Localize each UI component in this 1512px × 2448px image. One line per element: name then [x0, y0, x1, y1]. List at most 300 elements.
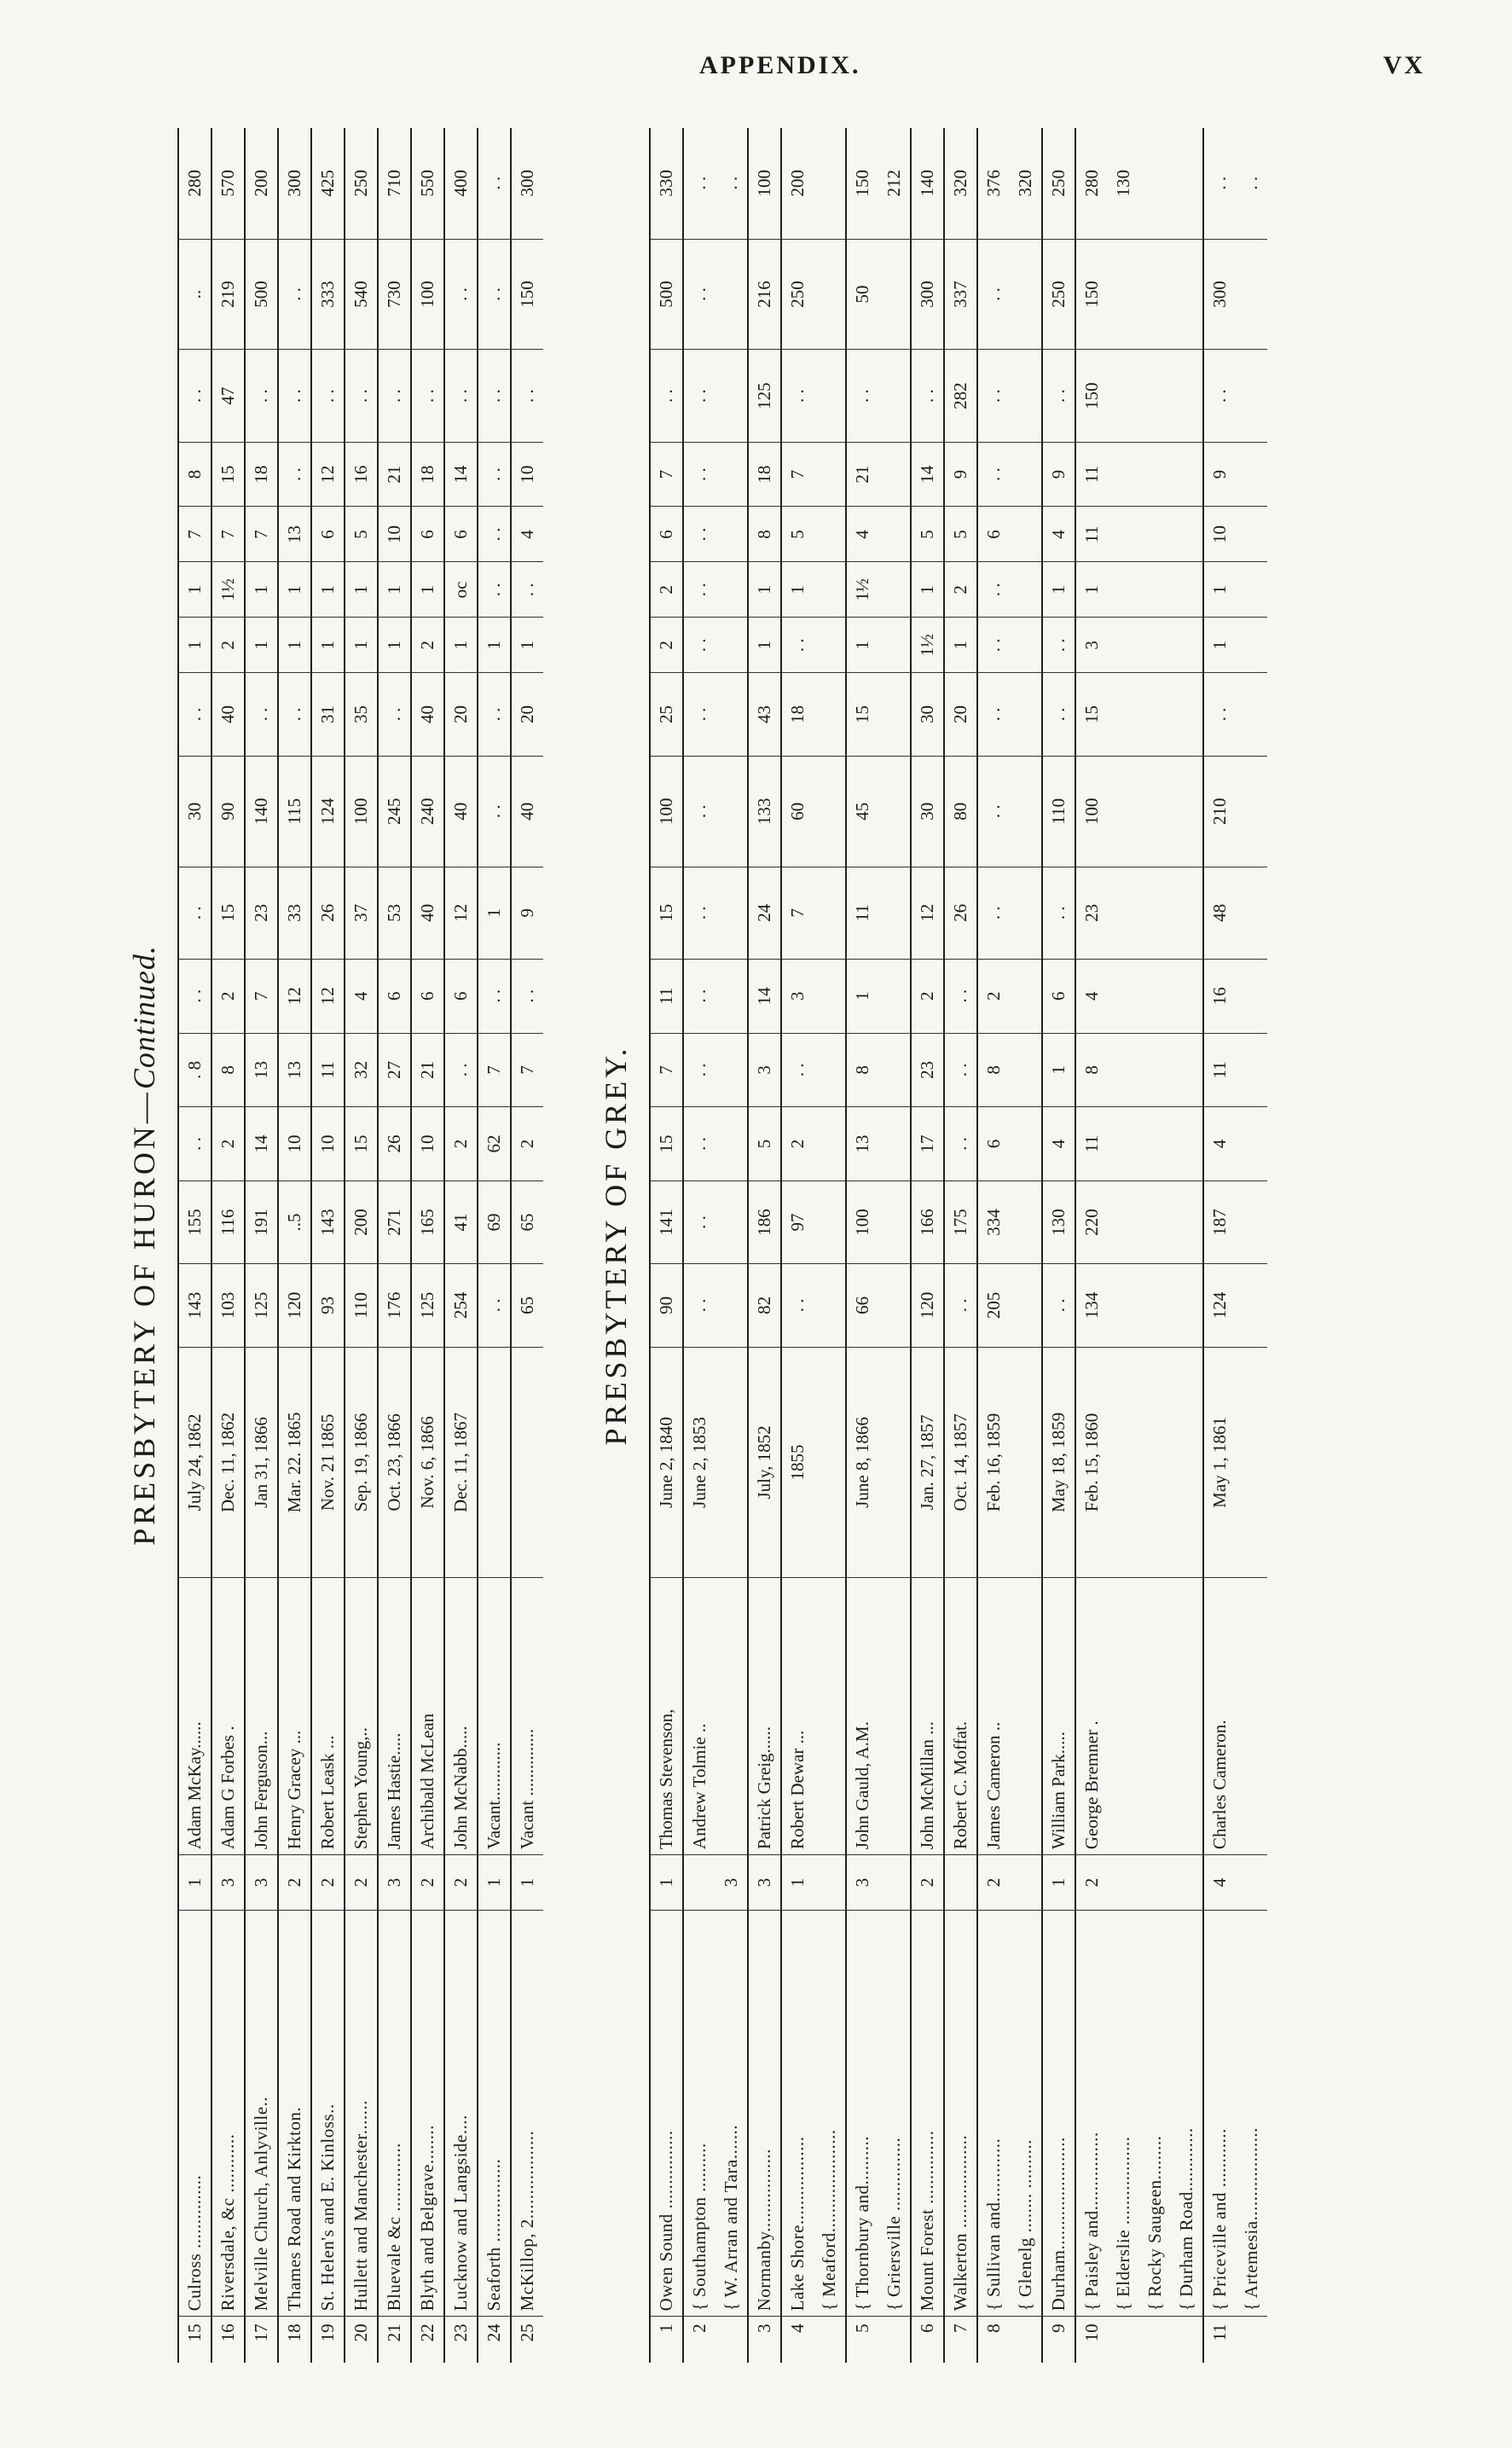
cell-n [1010, 2317, 1042, 2363]
cell-g: . . [683, 756, 715, 867]
cell-d [1108, 1033, 1139, 1107]
cell-date [1108, 1347, 1139, 1578]
cell-f: 11 [846, 867, 878, 959]
cell-n: 5 [846, 2317, 878, 2363]
cell-min: William Park..... [1042, 1578, 1075, 1855]
cell-d: . . [683, 1033, 715, 1107]
cell-h: . . [178, 673, 211, 756]
cell-m: 47 [211, 350, 245, 442]
cell-l: 7 [650, 442, 683, 507]
cell-o: 250 [1042, 128, 1075, 239]
cell-g: 240 [411, 756, 444, 867]
cell-m: . . [977, 350, 1010, 442]
cell-st: 2 [911, 1855, 944, 1911]
cell-a: 120 [278, 1264, 311, 1347]
cell-a: 134 [1075, 1264, 1108, 1347]
cell-e: 2 [977, 959, 1010, 1033]
cell-f: 26 [944, 867, 977, 959]
cell-st: 3 [748, 1855, 781, 1911]
cell-cong: Mount Forest ............... [911, 1911, 944, 2317]
cell-l [1171, 442, 1203, 507]
cell-c: 4 [1203, 1107, 1236, 1181]
cell-b: 65 [511, 1180, 543, 1263]
cell-min: Charles Cameron. [1203, 1578, 1236, 1855]
cell-n2: 250 [781, 239, 814, 350]
cell-c: 11 [1075, 1107, 1108, 1181]
cell-e: 12 [311, 959, 345, 1033]
cell-n2: 333 [311, 239, 345, 350]
cell-m: . . [311, 350, 345, 442]
cell-st: 1 [1042, 1855, 1075, 1911]
cell-cong: Riversdale, &c ............ [211, 1911, 245, 2317]
cell-cong: Durham....................... [1042, 1911, 1075, 2317]
cell-min: Robert Leask ... [311, 1578, 345, 1855]
cell-min: James Cameron .. [977, 1578, 1010, 1855]
cell-a: 143 [178, 1264, 211, 1347]
cell-j: . . [478, 562, 511, 618]
cell-e [1236, 959, 1267, 1033]
cell-f: 9 [511, 867, 543, 959]
cell-d: 1 [1042, 1033, 1075, 1107]
cell-m [878, 350, 911, 442]
cell-l [1236, 442, 1267, 507]
cell-k: 7 [245, 507, 278, 562]
cell-e: 4 [345, 959, 378, 1033]
cell-k: 5 [781, 507, 814, 562]
table-row [311, 128, 345, 2363]
cell-date: May 1, 1861 [1203, 1347, 1236, 1578]
cell-n2 [1171, 239, 1203, 350]
cell-k: 5 [944, 507, 977, 562]
cell-j: 1 [781, 562, 814, 618]
cell-l: . . [683, 442, 715, 507]
cell-k: 8 [748, 507, 781, 562]
cell-e: . . [683, 959, 715, 1033]
cell-date: Dec. 11, 1862 [211, 1347, 245, 1578]
cell-o: . . [683, 128, 715, 239]
cell-st [878, 1855, 911, 1911]
cell-c: 2 [444, 1107, 478, 1181]
cell-f [814, 867, 846, 959]
cell-date: May 18, 1859 [1042, 1347, 1075, 1578]
cell-k: 10 [378, 507, 411, 562]
cell-i: 1 [311, 618, 345, 673]
cell-h: 18 [781, 673, 814, 756]
cell-n2: 300 [1203, 239, 1236, 350]
cell-m [715, 350, 748, 442]
cell-n: 8 [977, 2317, 1010, 2363]
cell-g [1236, 756, 1267, 867]
cell-m: . . [245, 350, 278, 442]
cell-h: 40 [211, 673, 245, 756]
cell-o: 710 [378, 128, 411, 239]
cell-g [814, 756, 846, 867]
cell-h: . . [378, 673, 411, 756]
cell-j: 1 [311, 562, 345, 618]
cell-date: Nov. 21 1865 [311, 1347, 345, 1578]
cell-m: . . [278, 350, 311, 442]
cell-l [814, 442, 846, 507]
cell-h: . . [278, 673, 311, 756]
cell-o: 250 [345, 128, 378, 239]
cell-k: 6 [311, 507, 345, 562]
table-row [814, 128, 846, 2363]
cell-f: 40 [411, 867, 444, 959]
cell-min [1139, 1578, 1171, 1855]
cell-d: 3 [748, 1033, 781, 1107]
cell-b [1010, 1180, 1042, 1263]
cell-cong: { Elderslie .................. [1108, 1911, 1139, 2317]
cell-b: 100 [846, 1180, 878, 1263]
cell-min: Adam McKay...... [178, 1578, 211, 1855]
cell-min: Adam G Forbes . [211, 1578, 245, 1855]
cell-min [715, 1578, 748, 1855]
cell-j: 1 [178, 562, 211, 618]
cell-h [814, 673, 846, 756]
cell-b: 191 [245, 1180, 278, 1263]
cell-d [1236, 1033, 1267, 1107]
cell-l: 18 [245, 442, 278, 507]
cell-cong: Melville Church, Anlyville.. [245, 1911, 278, 2317]
cell-i: . . [781, 618, 814, 673]
table-row [411, 128, 444, 2363]
cell-l: . . [478, 442, 511, 507]
cell-f: 15 [650, 867, 683, 959]
table-row [245, 128, 278, 2363]
cell-e: 6 [444, 959, 478, 1033]
cell-m: 125 [748, 350, 781, 442]
cell-g [1108, 756, 1139, 867]
cell-e: 14 [748, 959, 781, 1033]
cell-h [1139, 673, 1171, 756]
table-row [1139, 128, 1171, 2363]
cell-i: 1 [378, 618, 411, 673]
cell-n2: 100 [411, 239, 444, 350]
cell-n: 22 [411, 2317, 444, 2363]
cell-date: June 8, 1866 [846, 1347, 878, 1578]
cell-date: Nov. 6, 1866 [411, 1347, 444, 1578]
cell-i: 3 [1075, 618, 1108, 673]
cell-i: 1½ [911, 618, 944, 673]
cell-d [715, 1033, 748, 1107]
cell-date: 1855 [781, 1347, 814, 1578]
cell-h [1108, 673, 1139, 756]
cell-i: . . [977, 618, 1010, 673]
cell-i [1139, 618, 1171, 673]
cell-f [1108, 867, 1139, 959]
cell-e: 12 [278, 959, 311, 1033]
cell-a [1108, 1264, 1139, 1347]
cell-g: 140 [245, 756, 278, 867]
cell-n [878, 2317, 911, 2363]
cell-l: 9 [1042, 442, 1075, 507]
cell-d: . 8 [178, 1033, 211, 1107]
cell-b [1171, 1180, 1203, 1263]
cell-e [1171, 959, 1203, 1033]
cell-a: 176 [378, 1264, 411, 1347]
cell-cong: { Rocky Saugeen......... [1139, 1911, 1171, 2317]
cell-f: . . [977, 867, 1010, 959]
cell-e [1010, 959, 1042, 1033]
cell-cong: Lucknow and Langside.... [444, 1911, 478, 2317]
cell-m: . . [846, 350, 878, 442]
cell-j: . . [977, 562, 1010, 618]
cell-date [478, 1347, 511, 1578]
cell-e: . . [478, 959, 511, 1033]
cell-st: 3 [378, 1855, 411, 1911]
cell-n: 25 [511, 2317, 543, 2363]
cell-l: 9 [944, 442, 977, 507]
cell-n2: . . [977, 239, 1010, 350]
table-row [650, 128, 683, 2363]
cell-n [1108, 2317, 1139, 2363]
cell-m: . . [650, 350, 683, 442]
cell-m [1236, 350, 1267, 442]
cell-h: 25 [650, 673, 683, 756]
cell-min: Vacant ............... [511, 1578, 543, 1855]
cell-h: 31 [311, 673, 345, 756]
cell-d: 21 [411, 1033, 444, 1107]
cell-c: 2 [211, 1107, 245, 1181]
cell-k [1139, 507, 1171, 562]
cell-e: 4 [1075, 959, 1108, 1033]
cell-h: 35 [345, 673, 378, 756]
cell-min: John McNabb..... [444, 1578, 478, 1855]
cell-i: 1 [245, 618, 278, 673]
cell-m: . . [683, 350, 715, 442]
cell-d [878, 1033, 911, 1107]
cell-min: James Hastie..... [378, 1578, 411, 1855]
cell-date: July 24, 1862 [178, 1347, 211, 1578]
cell-f [1171, 867, 1203, 959]
cell-n: 18 [278, 2317, 311, 2363]
cell-min [1171, 1578, 1203, 1855]
cell-m: . . [1203, 350, 1236, 442]
cell-h: 20 [444, 673, 478, 756]
cell-n2: 250 [1042, 239, 1075, 350]
cell-o: 320 [1015, 170, 1035, 197]
cell-n: 15 [178, 2317, 211, 2363]
cell-cong: { Southampton .......... [683, 1911, 715, 2317]
cell-b [1139, 1180, 1171, 1263]
cell-a: 110 [345, 1264, 378, 1347]
cell-cong: St. Helen's and E. Kinloss.. [311, 1911, 345, 2317]
cell-n: 9 [1042, 2317, 1075, 2363]
huron-table [177, 128, 543, 2363]
cell-n2 [1236, 239, 1267, 350]
cell-i: 1 [748, 618, 781, 673]
cell-f: 37 [345, 867, 378, 959]
cell-f: 26 [311, 867, 345, 959]
cell-o: 200 [245, 128, 278, 239]
cell-a: . . [1042, 1264, 1075, 1347]
cell-o: . . [478, 128, 511, 239]
table-row [211, 128, 245, 2363]
cell-k [1171, 507, 1203, 562]
cell-j: 1½ [846, 562, 878, 618]
page-header-title: APPENDIX. [699, 51, 861, 79]
cell-n: 11 [1203, 2317, 1236, 2363]
table-row [944, 128, 977, 2363]
table-row [178, 128, 211, 2363]
cell-l: 18 [411, 442, 444, 507]
cell-m: . . [511, 350, 543, 442]
cell-n2: 540 [345, 239, 378, 350]
cell-d: 7 [511, 1033, 543, 1107]
cell-b [1236, 1180, 1267, 1263]
cell-e: . . [178, 959, 211, 1033]
cell-j: . . [683, 562, 715, 618]
cell-cong: Culross ............... [178, 1911, 211, 2317]
cell-l: . . [278, 442, 311, 507]
cell-c: 14 [245, 1107, 278, 1181]
cell-m [1108, 350, 1139, 442]
cell-c: 62 [478, 1107, 511, 1181]
cell-h: 15 [846, 673, 878, 756]
cell-l: 11 [1075, 442, 1108, 507]
cell-a: . . [781, 1264, 814, 1347]
cell-date: Sep. 19, 1866 [345, 1347, 378, 1578]
cell-g [878, 756, 911, 867]
cell-b: 165 [411, 1180, 444, 1263]
cell-b [715, 1180, 748, 1263]
cell-d: 11 [311, 1033, 345, 1107]
cell-c: 6 [977, 1107, 1010, 1181]
huron-section-title [111, 128, 177, 2363]
cell-l [1139, 442, 1171, 507]
cell-c: . . [944, 1107, 977, 1181]
cell-k [1010, 507, 1042, 562]
cell-min [1236, 1578, 1267, 1855]
cell-date [878, 1347, 911, 1578]
cell-k: 7 [178, 507, 211, 562]
cell-h [715, 673, 748, 756]
table-row [1010, 128, 1042, 2363]
cell-c: 17 [911, 1107, 944, 1181]
cell-g: 100 [345, 756, 378, 867]
cell-n: 16 [211, 2317, 245, 2363]
cell-min [878, 1578, 911, 1855]
cell-min [814, 1578, 846, 1855]
cell-n: 23 [444, 2317, 478, 2363]
cell-g: . . [977, 756, 1010, 867]
cell-b: . . [683, 1180, 715, 1263]
cell-b: 220 [1075, 1180, 1108, 1263]
cell-j: 1 [1075, 562, 1108, 618]
cell-o: . . [1241, 176, 1261, 190]
cell-f [1010, 867, 1042, 959]
cell-i: . . [683, 618, 715, 673]
cell-f: 15 [211, 867, 245, 959]
cell-d: 13 [278, 1033, 311, 1107]
cell-f: 12 [911, 867, 944, 959]
table-row [511, 128, 543, 2363]
cell-k: 6 [444, 507, 478, 562]
table-row [1203, 128, 1236, 2363]
cell-g: 110 [1042, 756, 1075, 867]
cell-g: 60 [781, 756, 814, 867]
cell-k: . . [683, 507, 715, 562]
cell-e: 1 [846, 959, 878, 1033]
cell-i: 1 [444, 618, 478, 673]
cell-e: 6 [1042, 959, 1075, 1033]
cell-d: 27 [378, 1033, 411, 1107]
cell-n2: . . [478, 239, 511, 350]
cell-c: 10 [278, 1107, 311, 1181]
cell-b: 141 [650, 1180, 683, 1263]
cell-st [814, 1855, 846, 1911]
cell-j [1139, 562, 1171, 618]
cell-g: 124 [311, 756, 345, 867]
cell-n2: .. [178, 239, 211, 350]
cell-l [878, 442, 911, 507]
cell-cong: Owen Sound ................ [650, 1911, 683, 2317]
cell-n: 6 [911, 2317, 944, 2363]
cell-b: 155 [178, 1180, 211, 1263]
cell-o: 425 [311, 128, 345, 239]
cell-f: . . [178, 867, 211, 959]
cell-i [878, 618, 911, 673]
cell-i [1010, 618, 1042, 673]
cell-c [1171, 1107, 1203, 1181]
cell-c: . . [683, 1107, 715, 1181]
cell-min [1108, 1578, 1139, 1855]
cell-o: 140 [911, 128, 944, 239]
cell-h: . . [1203, 673, 1236, 756]
cell-a [1139, 1264, 1171, 1347]
grey-section-title: PRESBYTERY OF GREY. [599, 1045, 633, 1446]
cell-n2: . . [683, 239, 715, 350]
cell-i: . . [1042, 618, 1075, 673]
cell-n2: 216 [748, 239, 781, 350]
cell-cong: Bluevale &c .............. [378, 1911, 411, 2317]
cell-f [878, 867, 911, 959]
cell-e: 6 [411, 959, 444, 1033]
cell-d: 23 [911, 1033, 944, 1107]
cell-o: 130 [1113, 170, 1133, 197]
cell-a: 125 [245, 1264, 278, 1347]
cell-st: 3 [846, 1855, 878, 1911]
cell-o [1171, 128, 1203, 239]
cell-n: 20 [345, 2317, 378, 2363]
cell-b [814, 1180, 846, 1263]
cell-n2: 500 [650, 239, 683, 350]
cell-h [1171, 673, 1203, 756]
cell-cong: Thames Road and Kirkton. [278, 1911, 311, 2317]
cell-d: 13 [245, 1033, 278, 1107]
cell-o: . . [721, 176, 741, 190]
cell-h: 40 [411, 673, 444, 756]
cell-b: 200 [345, 1180, 378, 1263]
table-row [1075, 128, 1108, 2363]
cell-c: 2 [511, 1107, 543, 1181]
cell-a: 66 [846, 1264, 878, 1347]
cell-c: 13 [846, 1107, 878, 1181]
cell-b: 187 [1203, 1180, 1236, 1263]
cell-c [1010, 1107, 1042, 1181]
cell-cong: { Griersville ............... [878, 1911, 911, 2317]
cell-h [1236, 673, 1267, 756]
cell-o: 100 [748, 128, 781, 239]
cell-g: 40 [511, 756, 543, 867]
cell-i: 1 [178, 618, 211, 673]
cell-g: 133 [748, 756, 781, 867]
cell-b: 69 [478, 1180, 511, 1263]
cell-g: 80 [944, 756, 977, 867]
huron-continued: Continued. [127, 945, 161, 1090]
cell-st [1139, 1855, 1171, 1911]
cell-l: 15 [211, 442, 245, 507]
